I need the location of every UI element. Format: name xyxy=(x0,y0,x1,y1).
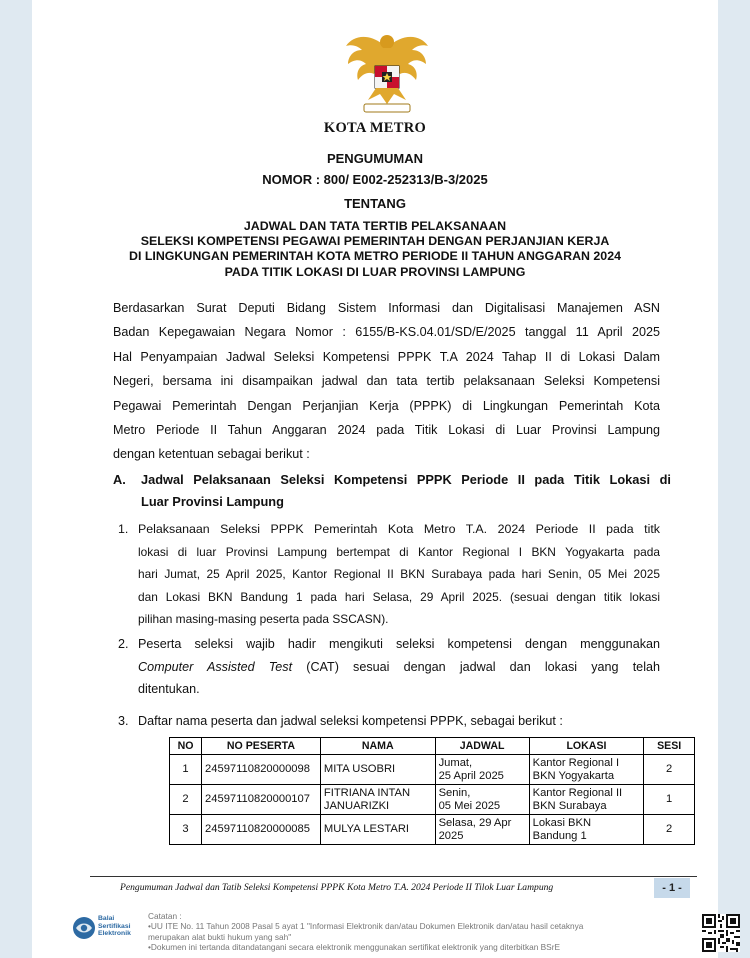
list-item-number: 1. xyxy=(118,522,129,536)
section-letter: A. xyxy=(113,472,126,487)
bsre-label xyxy=(98,915,138,938)
city-name: KOTA METRO xyxy=(323,120,427,136)
cell-name: MITA USOBRI xyxy=(320,755,435,785)
cell-session: 1 xyxy=(644,785,695,815)
list-item-line: Pelaksanaan Seleksi PPPK Pemerintah Kota Metro T.A. 2024 Periode II pada titk xyxy=(138,522,660,536)
section-title-line: Luar Provinsi Lampung xyxy=(141,494,284,509)
list-item-line xyxy=(138,656,660,679)
cell-location: Kantor Regional I BKN Yogyakarta xyxy=(529,755,644,785)
subject-line: SELEKSI KOMPETENSI PEGAWAI PEMERINTAH DENGAN PERJANJIAN KERJA xyxy=(140,234,610,249)
cell-participant-number: 24597110820000085 xyxy=(202,815,321,845)
cell-location: Kantor Regional II BKN Surabaya xyxy=(529,785,644,815)
footnote-line: •Dokumen ini tertanda ditandatangani secara elektronik menggunakan sertifikat elektronik yang diterbitkan BSrE xyxy=(148,942,560,953)
intro-paragraph xyxy=(113,296,660,467)
subject-line: JADWAL DAN TATA TERTIB PELAKSANAAN xyxy=(243,219,507,233)
cat-term: Computer Assisted Test xyxy=(138,659,293,674)
column-header: NAMA xyxy=(320,738,435,755)
column-header: SESI xyxy=(644,738,695,755)
qr-code-icon xyxy=(702,914,740,952)
list-item-line: lokasi di luar Provinsi Lampung bertempat di Kantor Regional I BKN Yogyakarta pada xyxy=(138,544,660,559)
list-item-line: Daftar nama peserta dan jadwal seleksi kompetensi PPPK, sebagai berikut : xyxy=(138,714,563,728)
list-item-line: ditentukan. xyxy=(138,682,200,696)
list-item-text xyxy=(138,518,660,631)
cell-session: 2 xyxy=(644,755,695,785)
announcement-number: NOMOR : 800/ E002-252313/B-3/2025 xyxy=(262,172,488,187)
cell-name: FITRIANA INTAN JANUARIZKI xyxy=(320,785,435,815)
list-item-line: Peserta seleksi wajib hadir mengikuti seleksi kompetensi dengan menggunakan xyxy=(138,637,660,651)
column-header: NO PESERTA xyxy=(202,738,321,755)
subject-line: PADA TITIK LOKASI DI LUAR PROVINSI LAMPUNG xyxy=(224,264,526,279)
footer-divider xyxy=(90,876,697,877)
list-item-text xyxy=(138,711,660,731)
cell-schedule: Senin, 05 Mei 2025 xyxy=(435,785,529,815)
list-item-number: 2. xyxy=(118,637,129,651)
bsre-label-line: Sertifikasi xyxy=(98,922,131,930)
column-header: JADWAL xyxy=(435,738,529,755)
footnote-line: Catatan : xyxy=(148,911,182,921)
footnote-line: merupakan alat bukti hukum yang sah" xyxy=(148,931,292,942)
list-item-number: 3. xyxy=(118,714,129,728)
section-title xyxy=(141,469,671,513)
page-number: - 1 - xyxy=(654,878,690,898)
list-item-line: pilihan masing-masing peserta pada SSCASN). xyxy=(138,612,389,626)
list-item-text xyxy=(138,633,660,701)
garuda-emblem-icon xyxy=(342,28,432,116)
table-row xyxy=(170,785,695,815)
paragraph-line: dengan ketentuan sebagai berikut : xyxy=(113,447,310,462)
list-item-line: dan Lokasi BKN Bandung 1 pada hari Selasa, 29 April 2025. (sesuai dengan titik lokasi xyxy=(138,589,660,604)
footer-text: Pengumuman Jadwal dan Tatib Seleksi Kompetensi PPPK Kota Metro T.A. 2024 Periode II Tilok Luar Lampung xyxy=(120,882,554,893)
announcement-title: PENGUMUMAN xyxy=(326,151,424,166)
footnote-line: •UU ITE No. 11 Tahun 2008 Pasal 5 ayat 1 "Informasi Elektronik dan/atau Dokumen Elektronik dan/atau hasil cetaknya xyxy=(148,921,584,932)
cell-no: 3 xyxy=(170,815,202,845)
cell-session: 2 xyxy=(644,815,695,845)
column-header: NO xyxy=(170,738,202,755)
cell-name: MULYA LESTARI xyxy=(320,815,435,845)
cell-schedule: Selasa, 29 Apr 2025 xyxy=(435,815,529,845)
participant-table xyxy=(169,737,695,845)
paragraph-line: Berdasarkan Surat Deputi Bidang Sistem Informasi dan Digitalisasi Manajemen ASN xyxy=(113,301,660,315)
paragraph-line: Metro Periode II Tahun Anggaran 2024 pada Titik Lokasi di Luar Provinsi Lampung xyxy=(113,423,660,438)
section-title-line: Jadwal Pelaksanaan Seleksi Kompetensi PPPK Periode II pada Titik Lokasi di xyxy=(141,472,671,487)
cell-participant-number: 24597110820000098 xyxy=(202,755,321,785)
paragraph-line: Negeri, bersama ini disampaikan jadwal dan tata tertib pelaksanaan Seleksi Kompetensi xyxy=(113,374,660,389)
list-item-line-rest: (CAT) sesuai dengan jadwal dan lokasi yang telah xyxy=(292,659,660,674)
bsre-label-line: Elektronik xyxy=(98,930,131,938)
cell-participant-number: 24597110820000107 xyxy=(202,785,321,815)
paragraph-line: Hal Penyampaian Jadwal Seleksi Kompetensi PPPK T.A 2024 Tahap II di Lokasi Dalam xyxy=(113,349,660,364)
table-row xyxy=(170,815,695,845)
list-item-line: hari Jumat, 25 April 2025, Kantor Regional II BKN Surabaya pada hari Senin, 05 Mei 2025 xyxy=(138,567,660,581)
cell-no: 1 xyxy=(170,755,202,785)
about-label: TENTANG xyxy=(344,196,406,211)
subject-line: DI LINGKUNGAN PEMERINTAH KOTA METRO PERIODE II TAHUN ANGGARAN 2024 xyxy=(129,249,621,264)
paragraph-line: Pegawai Pemerintah Dengan Perjanjian Kerja (PPPK) di Lingkungan Pemerintah Kota xyxy=(113,398,660,413)
paragraph-line: Badan Kepegawaian Negara Nomor : 6155/B-KS.04.01/SD/E/2025 tanggal 11 April 2025 xyxy=(113,325,660,340)
announcement-subject xyxy=(32,219,718,280)
footnotes xyxy=(148,911,688,953)
cell-location: Lokasi BKN Bandung 1 xyxy=(529,815,644,845)
table-header-row xyxy=(170,738,695,755)
bsre-label-line: Balai xyxy=(98,915,115,922)
column-header: LOKASI xyxy=(529,738,644,755)
cell-schedule: Jumat, 25 April 2025 xyxy=(435,755,529,785)
table-row xyxy=(170,755,695,785)
cell-no: 2 xyxy=(170,785,202,815)
document-page xyxy=(32,0,718,958)
